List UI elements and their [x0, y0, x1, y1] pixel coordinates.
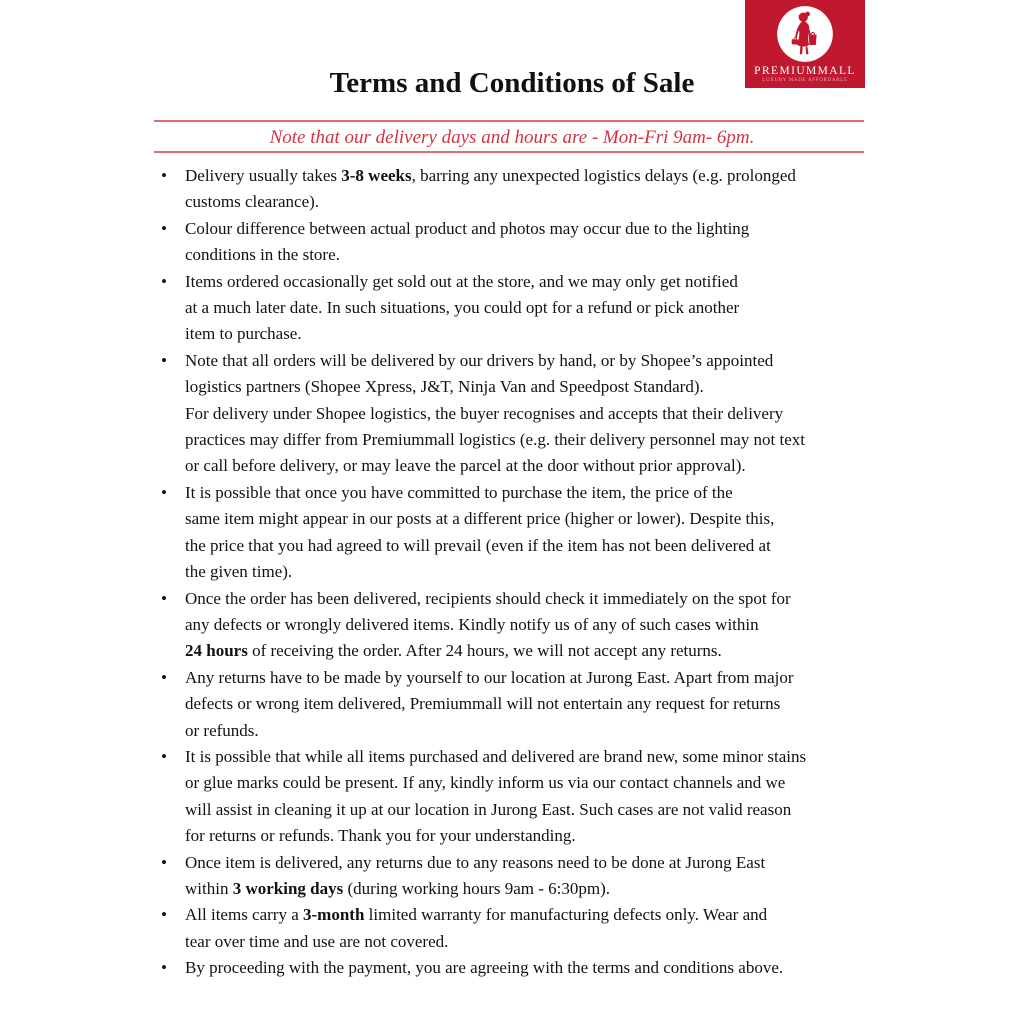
list-item: • Any returns have to be made by yourself to our location at Jurong East. Apart from major defects or wrong item delivered, Premiummall will not entertain any request for returns or refunds.: [153, 665, 1013, 744]
logo-wordmark: PREMIUMMALL: [754, 65, 856, 77]
logo-circle: [776, 5, 834, 63]
list-item: • Items ordered occasionally get sold out at the store, and we may only get notified at a much later date. In such situations, you could opt for a refund or pick another item to purchase.: [153, 269, 1013, 348]
list-item: • Once item is delivered, any returns due to any reasons need to be done at Jurong East within 3 working days (during working hours 9am - 6:30pm).: [153, 850, 1013, 903]
list-item: • It is possible that once you have committed to purchase the item, the price of the same item might appear in our posts at a different price (higher or lower). Despite this, the price that you had agreed to will prevail (even if the item has not been delivered at the given time).: [153, 480, 1013, 586]
page-title: Terms and Conditions of Sale: [329, 67, 695, 99]
bottom-rule: [154, 151, 864, 153]
list-item: • Delivery usually takes 3-8 weeks, barring any unexpected logistics delays (e.g. prolonged customs clearance).: [153, 163, 1013, 216]
list-item: • Once the order has been delivered, recipients should check it immediately on the spot for any defects or wrongly delivered items. Kindly notify us of any of such cases within 24 hours of receiving the order. After 24 hours, we will not accept any returns.: [153, 586, 1013, 665]
woman-shopper-icon: [776, 5, 834, 63]
list-item: • Colour difference between actual product and photos may occur due to the lighting conditions in the store.: [153, 216, 1013, 269]
list-item: • It is possible that while all items purchased and delivered are brand new, some minor stains or glue marks could be present. If any, kindly inform us via our contact channels and we will assist in cleaning it up at our location in Jurong East. Such cases are not valid reason for returns or refunds. Thank you for your understanding.: [153, 744, 1013, 850]
terms-list: [153, 163, 1013, 982]
delivery-note: Note that our delivery days and hours are - Mon-Fri 9am- 6pm.: [269, 127, 755, 148]
list-item: • Note that all orders will be delivered by our drivers by hand, or by Shopee’s appointed logistics partners (Shopee Xpress, J&T, Ninja Van and Speedpost Standard). For delivery under Shopee logistics, the buyer recognises and accepts that their delivery practices may differ from Premiummall logistics (e.g. their delivery personnel may not text or call before delivery, or may leave the parcel at the door without prior approval).: [153, 348, 1013, 480]
top-rule: [154, 120, 864, 122]
list-item: • All items carry a 3-month limited warranty for manufacturing defects only. Wear and tear over time and use are not covered.: [153, 902, 1013, 955]
logo-tagline: LUXURY MADE AFFORDABLE: [762, 78, 848, 83]
list-item: • By proceeding with the payment, you are agreeing with the terms and conditions above.: [153, 955, 1013, 981]
